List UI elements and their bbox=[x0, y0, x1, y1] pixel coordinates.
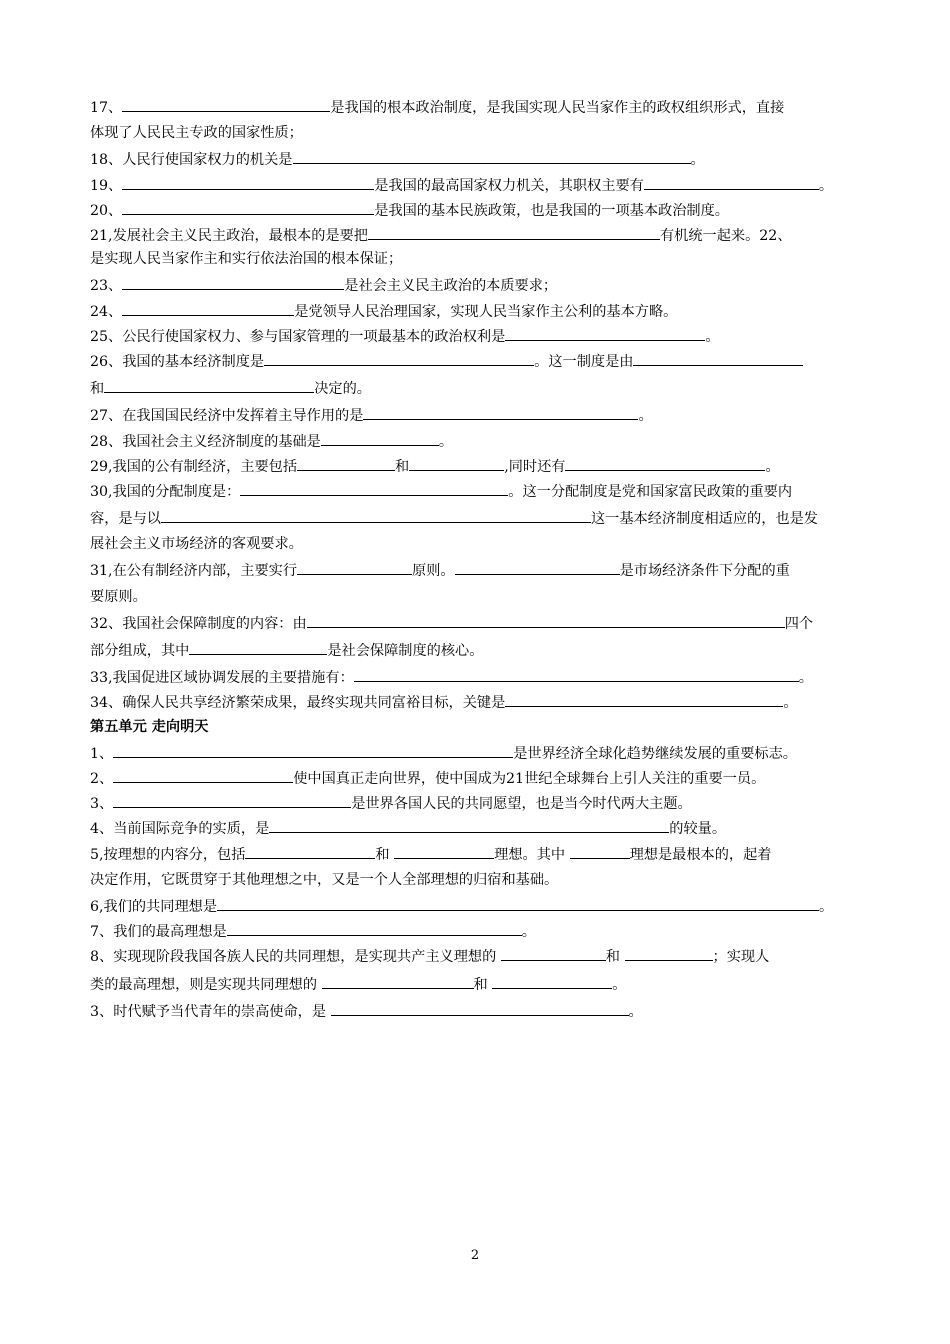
question-28: 28、我国社会主义经济制度的基础是 。 bbox=[90, 428, 868, 453]
answer-blank[interactable] bbox=[122, 298, 294, 316]
answer-blank[interactable] bbox=[122, 197, 374, 215]
answer-blank[interactable] bbox=[122, 272, 344, 290]
answer-blank[interactable] bbox=[240, 478, 508, 496]
unit5-question-3: 3、 是世界各国人民的共同愿望，也是当今时代两大主题。 bbox=[90, 790, 868, 815]
answer-blank[interactable] bbox=[322, 971, 474, 989]
question-22: 是实现人民当家作主和实行依法治国的根本保证； bbox=[90, 251, 403, 268]
question-23: 23、 是社会主义民主政治的本质要求； bbox=[90, 272, 868, 297]
answer-blank[interactable] bbox=[245, 841, 375, 859]
answer-blank[interactable] bbox=[570, 841, 630, 859]
unit5-question-2: 2、 使中国真正走向世界，使中国成为21世纪全球舞台上引人关注的重要一员。 bbox=[90, 765, 868, 790]
unit-5-heading: 第五单元 走向明天 bbox=[90, 718, 209, 735]
answer-blank[interactable] bbox=[269, 815, 669, 833]
page-number: 2 bbox=[470, 1248, 480, 1263]
answer-blank[interactable] bbox=[633, 348, 803, 366]
answer-blank[interactable] bbox=[505, 689, 783, 707]
answer-blank[interactable] bbox=[321, 428, 439, 446]
question-17: 17、 是我国的根本政治制度，是我国实现人民当家作主的政权组织形式，直接 体现了人民民主专政的国家性质； bbox=[90, 94, 868, 146]
answer-blank[interactable] bbox=[307, 610, 785, 628]
answer-blank[interactable] bbox=[297, 453, 395, 471]
unit5-question-5: 5,按理想的内容分，包括 和 理想。其中 理想是最根本的，起着 决定作用，它既贯穿于其他理想之中，又是一个人全部理想的归宿和基础。 bbox=[90, 841, 868, 893]
answer-blank[interactable] bbox=[625, 943, 713, 961]
answer-blank[interactable] bbox=[189, 637, 327, 655]
answer-blank[interactable] bbox=[227, 918, 522, 936]
answer-blank[interactable] bbox=[161, 505, 591, 523]
unit5-question-1: 1、 是世界经济全球化趋势继续发展的重要标志。 bbox=[90, 740, 868, 765]
unit5-question-7: 7、我们的最高理想是 。 bbox=[90, 918, 868, 943]
question-26: 26、我国的基本经济制度是 。这一制度是由 和 决定的。 bbox=[90, 348, 868, 402]
answer-blank[interactable] bbox=[297, 557, 412, 575]
unit5-question-6: 6,我们的共同理想是 。 bbox=[90, 893, 868, 918]
answer-blank[interactable] bbox=[331, 998, 629, 1016]
answer-blank[interactable] bbox=[505, 323, 705, 341]
answer-blank[interactable] bbox=[293, 146, 691, 164]
answer-blank[interactable] bbox=[492, 971, 612, 989]
answer-blank[interactable] bbox=[455, 557, 620, 575]
answer-blank[interactable] bbox=[409, 453, 504, 471]
answer-blank[interactable] bbox=[113, 765, 293, 783]
question-19: 19、 是我国的最高国家权力机关，其职权主要有 。 bbox=[90, 172, 868, 197]
answer-blank[interactable] bbox=[264, 348, 534, 366]
question-24: 24、 是党领导人民治理国家，实现人民当家作主公利的基本方略。 bbox=[90, 298, 868, 323]
answer-blank[interactable] bbox=[113, 740, 513, 758]
answer-blank[interactable] bbox=[104, 375, 314, 393]
answer-blank[interactable] bbox=[368, 222, 660, 240]
question-31: 31,在公有制经济内部，主要实行 原则。 是市场经济条件下分配的重 要原则。 bbox=[90, 557, 868, 609]
answer-blank[interactable] bbox=[644, 172, 819, 190]
question-33: 33,我国促进区域协调发展的主要措施有： 。 bbox=[90, 664, 868, 689]
question-30: 30,我国的分配制度是： 。这一分配制度是党和国家富民政策的重要内 容，是与以 这一基本经济制度相适应的，也是发 展社会主义市场经济的客观要求。 bbox=[90, 478, 868, 558]
answer-blank[interactable] bbox=[122, 172, 374, 190]
question-34: 34、确保人民共享经济繁荣成果，最终实现共同富裕目标，关键是 。 bbox=[90, 689, 868, 714]
answer-blank[interactable] bbox=[217, 893, 819, 911]
unit5-question-9: 3、时代赋予当代青年的崇高使命，是 。 bbox=[90, 998, 868, 1023]
answer-blank[interactable] bbox=[565, 453, 765, 471]
question-18: 18、人民行使国家权力的机关是 。 bbox=[90, 146, 868, 171]
question-20: 20、 是我国的基本民族政策，也是我国的一项基本政治制度。 bbox=[90, 197, 868, 222]
question-25: 25、公民行使国家权力、参与国家管理的一项最基本的政治权利是 。 bbox=[90, 323, 868, 348]
answer-blank[interactable] bbox=[354, 664, 799, 682]
answer-blank[interactable] bbox=[501, 943, 606, 961]
answer-blank[interactable] bbox=[122, 94, 330, 112]
unit5-question-8: 8、实现现阶段我国各族人民的共同理想，是实现共产主义理想的 和 ；实现人 类的最高理想，则是实现共同理想的 和 。 bbox=[90, 943, 868, 997]
answer-blank[interactable] bbox=[394, 841, 494, 859]
worksheet-page bbox=[90, 94, 868, 1023]
question-32: 32、我国社会保障制度的内容：由 四个 部分组成，其中 是社会保障制度的核心。 bbox=[90, 610, 868, 664]
answer-blank[interactable] bbox=[113, 790, 351, 808]
question-29: 29,我国的公有制经济，主要包括 和 ,同时还有 。 bbox=[90, 453, 868, 478]
unit5-question-4: 4、当前国际竞争的实质，是 的较量。 bbox=[90, 815, 868, 840]
question-27: 27、在我国国民经济中发挥着主导作用的是 。 bbox=[90, 402, 868, 427]
question-21: 21,发展社会主义民主政治，最根本的是要把 有机统一起来。22、 bbox=[90, 222, 868, 247]
answer-blank[interactable] bbox=[363, 402, 638, 420]
